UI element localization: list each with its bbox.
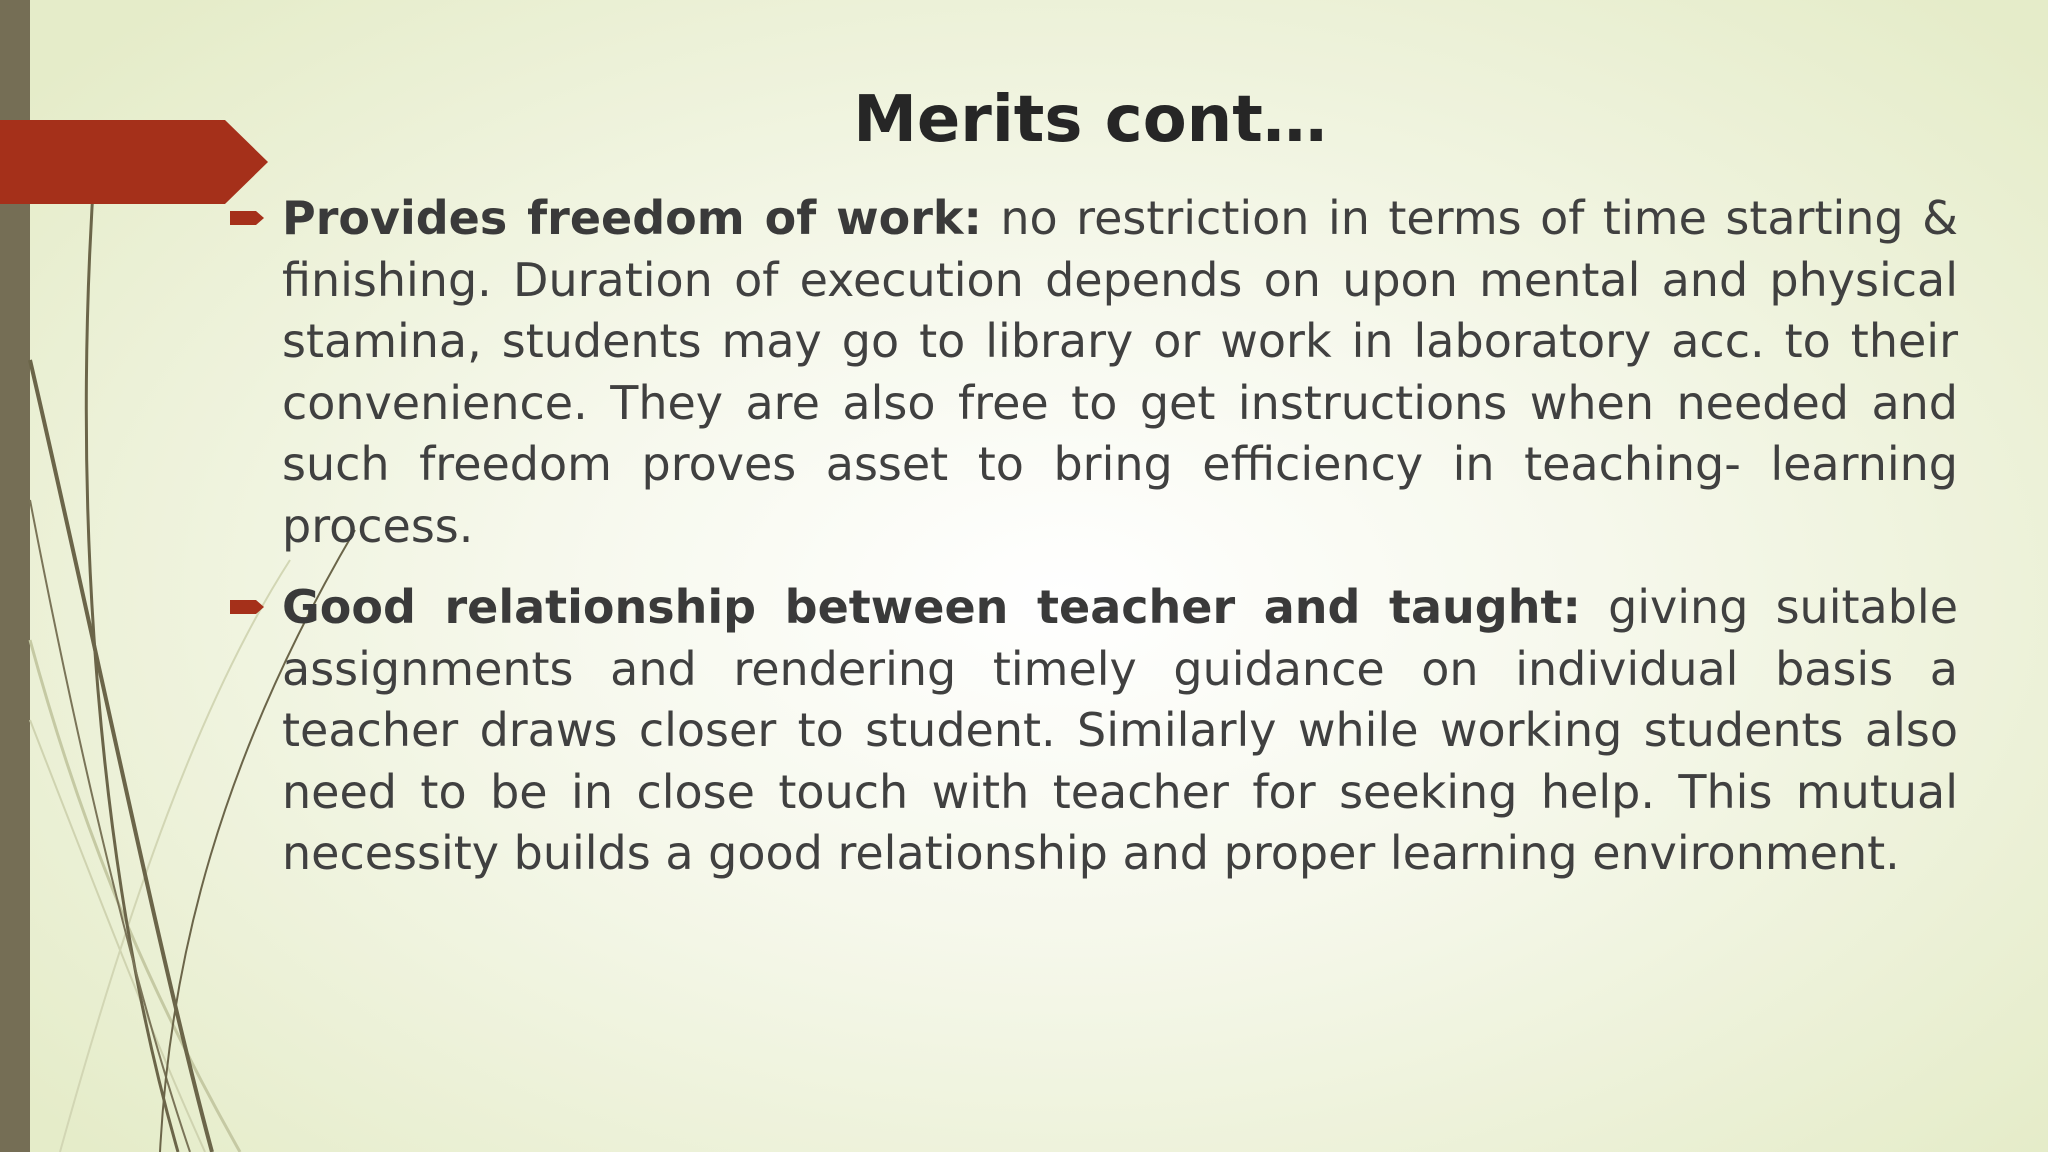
pale-curve — [30, 640, 240, 1152]
dark-curve — [86, 160, 178, 1152]
dark-curve — [30, 500, 190, 1152]
red-arrow-banner — [0, 120, 268, 204]
bullet-item — [230, 577, 1958, 885]
arrow-bullet-icon — [230, 208, 266, 228]
bullet-text: giving suitable assignments and rendering timely guidance on individual basis a teacher draws closer to student. Similarly while working students also need to be in close touch with teacher for seeking help. This mutual necessity builds a good relationship and proper learning environment. — [282, 580, 1958, 880]
bullet-term: Provides freedom of work: — [282, 191, 982, 245]
dark-curve — [30, 360, 212, 1152]
bullet-text: no restriction in terms of time starting & finishing. Duration of execution depends on upon mental and physical stamina, students may go to library or work in laboratory acc. to their convenience. They are also free to get instructions when needed and such freedom proves asset to bring efficiency in teaching- learning process. — [282, 191, 1958, 553]
slide-title: Merits cont… — [853, 83, 1327, 157]
arrow-bullet-icon — [230, 597, 266, 617]
bullet-term: Good relationship between teacher and taught: — [282, 580, 1581, 634]
bullet-item — [230, 188, 1958, 557]
bullet-list — [230, 188, 1958, 905]
